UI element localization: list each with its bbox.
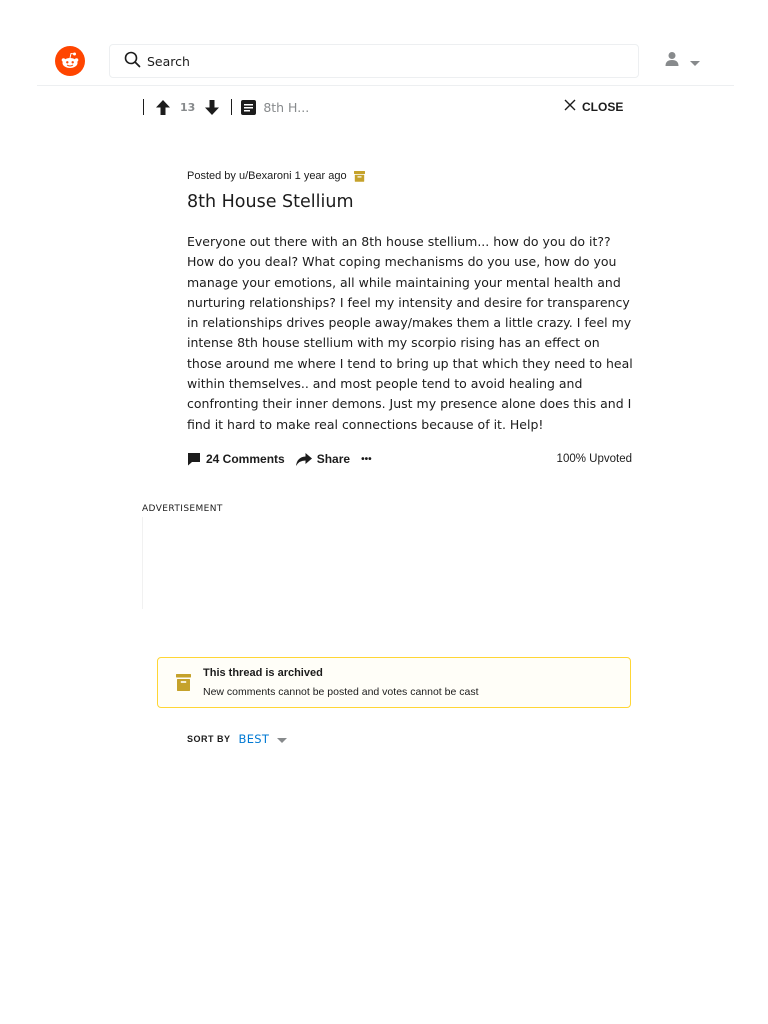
advertisement-label: ADVERTISEMENT — [142, 504, 223, 514]
share-icon — [296, 453, 312, 466]
archived-title: This thread is archived — [203, 667, 323, 679]
upvote-icon[interactable] — [156, 100, 170, 115]
sort-control — [187, 728, 287, 749]
post-time: 1 year ago — [294, 170, 347, 182]
vote-count: 13 — [180, 100, 196, 114]
search-input[interactable] — [147, 54, 587, 69]
post-bar-title[interactable]: 8th H... — [263, 99, 310, 115]
advertisement-slot — [142, 517, 143, 609]
archived-notice — [157, 657, 631, 708]
reddit-logo-icon[interactable] — [55, 46, 85, 76]
sort-label: SORT BY — [187, 733, 231, 744]
user-menu-button[interactable] — [664, 50, 712, 72]
sort-dropdown[interactable]: BEST — [238, 731, 270, 746]
user-icon — [664, 51, 680, 71]
comment-icon — [187, 452, 201, 466]
archived-description: New comments cannot be posted and votes cannot be cast — [203, 686, 479, 698]
divider — [231, 99, 232, 115]
comments-label: 24 Comments — [206, 452, 285, 466]
more-options-label: ••• — [361, 453, 372, 465]
search-bar[interactable] — [109, 44, 639, 78]
post-bar — [143, 96, 623, 118]
share-label: Share — [316, 452, 351, 466]
divider — [143, 99, 144, 115]
header-divider — [37, 85, 734, 86]
close-icon — [564, 99, 576, 114]
post-actions — [187, 450, 632, 468]
upvote-ratio: 100% Upvoted — [556, 453, 632, 465]
chevron-down-icon[interactable] — [277, 731, 287, 749]
post-body-text: Everyone out there with an 8th house stellium... how do you do it?? How do you deal? What coping mechanisms do you use, how do you manage your emotions, all while maintaining your mental health and nurturing relationships? I feel my intensity and desire for transparency in relationships drives people away/makes them a little crazy. I feel my intense 8th house stellium with my scorpio rising has an effect on those around me where I tend to bring up that which they need to heal within themselves.. and most people tend to avoid healing and confronting their inner demons. Just my presence alone does this and I find it hard to make real connections because of it. Help! — [187, 234, 633, 432]
chevron-down-icon — [690, 52, 700, 71]
post-meta — [187, 170, 365, 182]
comments-button[interactable] — [187, 452, 285, 466]
share-button[interactable] — [296, 452, 350, 466]
post-icon — [241, 100, 256, 115]
close-label: CLOSE — [582, 99, 624, 114]
downvote-icon[interactable] — [205, 100, 219, 115]
post-title: 8th House Stellium — [187, 192, 354, 212]
archive-icon — [354, 171, 365, 182]
post-body — [187, 232, 635, 435]
posted-by-label: Posted by — [187, 170, 236, 182]
close-button[interactable] — [564, 99, 623, 114]
search-icon — [124, 51, 141, 72]
archive-icon — [176, 674, 191, 695]
post-author[interactable]: u/Bexaroni — [238, 170, 292, 182]
more-options-button[interactable] — [361, 454, 372, 465]
